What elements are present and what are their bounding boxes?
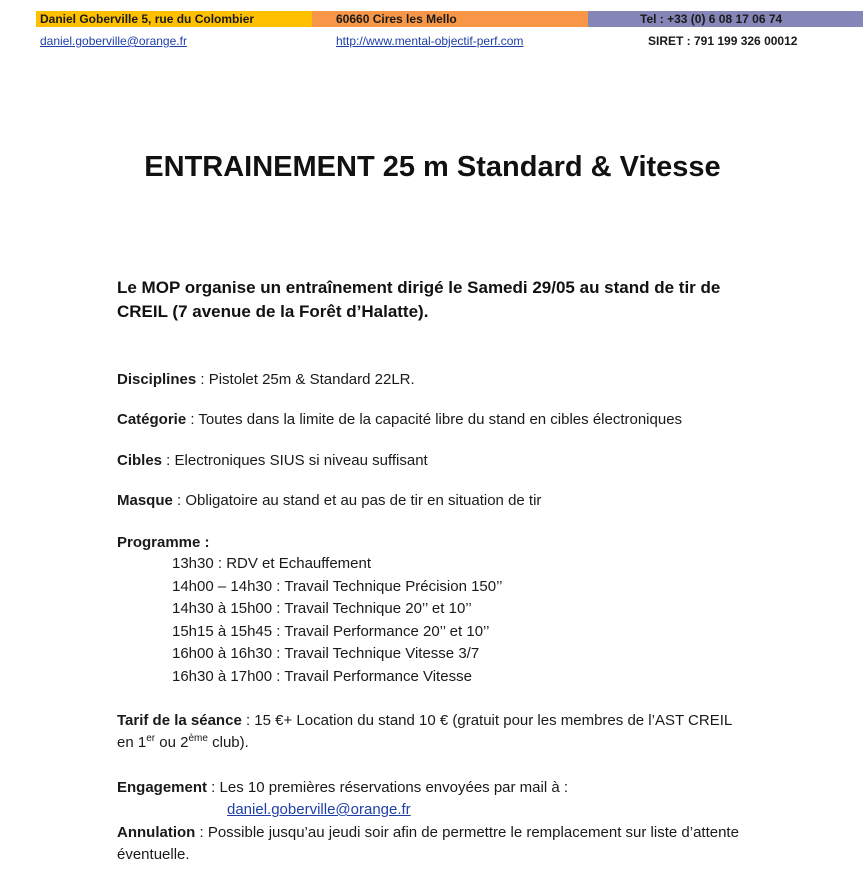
engagement-email-link[interactable]: daniel.goberville@orange.fr (227, 801, 411, 818)
masque-line (117, 490, 767, 512)
programme-item: 14h00 – 14h30 : Travail Technique Précision 150’’ (172, 577, 503, 595)
engagement-line (117, 777, 767, 799)
header-city: 60660 Cires les Mello (312, 11, 588, 27)
tarif-end: club). (207, 734, 249, 751)
header-phone: Tel : +33 (0) 6 08 17 06 74 (588, 11, 863, 27)
categorie-line (117, 409, 817, 431)
engagement-label: Engagement (117, 779, 208, 796)
header-siret: SIRET : 791 199 326 00012 (648, 34, 798, 48)
categorie-label: Catégorie (117, 411, 187, 428)
masque-text: : Obligatoire au stand et au pas de tir en situation de tir (172, 492, 542, 509)
programme-item: 14h30 à 15h00 : Travail Technique 20’’ et 10’’ (172, 600, 472, 617)
engagement-email-line (227, 799, 627, 821)
disciplines-label: Disciplines (117, 371, 197, 388)
disciplines-line (117, 369, 767, 391)
page-title: ENTRAINEMENT 25 m Standard & Vitesse (144, 151, 721, 183)
engagement-text: : Les 10 premières réservations envoyées par mail à : (207, 779, 569, 796)
header-email-link[interactable]: daniel.goberville@orange.fr (40, 34, 187, 48)
letterhead-bar (36, 11, 863, 27)
header-website-link[interactable]: http://www.mental-objectif-perf.com (336, 34, 524, 48)
letterhead-contacts (40, 33, 863, 49)
programme-label: Programme : (117, 534, 210, 551)
tarif-text: : 15 €+ Location du stand 10 € (gratuit pour les membres de l’AST CREIL en 1 (117, 712, 732, 751)
categorie-text: : Toutes dans la limite de la capacité libre du stand en cibles électroniques (186, 411, 683, 428)
tarif-line (117, 710, 752, 754)
header-address: Daniel Goberville 5, rue du Colombier (36, 11, 312, 27)
tarif-sup-1: er (146, 733, 156, 744)
tarif-mid: ou 2 (155, 734, 189, 751)
programme-item: 16h00 à 16h30 : Travail Technique Vitesse 3/7 (172, 645, 480, 662)
cibles-line (117, 450, 767, 472)
masque-label: Masque (117, 492, 173, 509)
intro-paragraph: Le MOP organise un entraînement dirigé le Samedi 29/05 au stand de tir de CREIL (7 avenue de la Forêt d’Halatte). (117, 278, 721, 321)
tarif-label: Tarif de la séance (117, 712, 242, 729)
annulation-label: Annulation (117, 824, 196, 841)
annulation-text: : Possible jusqu’au jeudi soir afin de permettre le remplacement sur liste d’attente éventuelle. (117, 824, 739, 863)
disciplines-text: : Pistolet 25m & Standard 22LR. (196, 371, 415, 388)
programme-list (172, 553, 503, 688)
programme-item: 13h30 : RDV et Echauffement (172, 555, 372, 572)
cibles-label: Cibles (117, 452, 163, 469)
annulation-line (117, 822, 757, 866)
programme-item: 15h15 à 15h45 : Travail Performance 20’’ et 10’’ (172, 622, 490, 640)
tarif-sup-2: ème (188, 733, 208, 744)
programme-item: 16h30 à 17h00 : Travail Performance Vitesse (172, 667, 472, 685)
cibles-text: : Electroniques SIUS si niveau suffisant (162, 452, 428, 469)
